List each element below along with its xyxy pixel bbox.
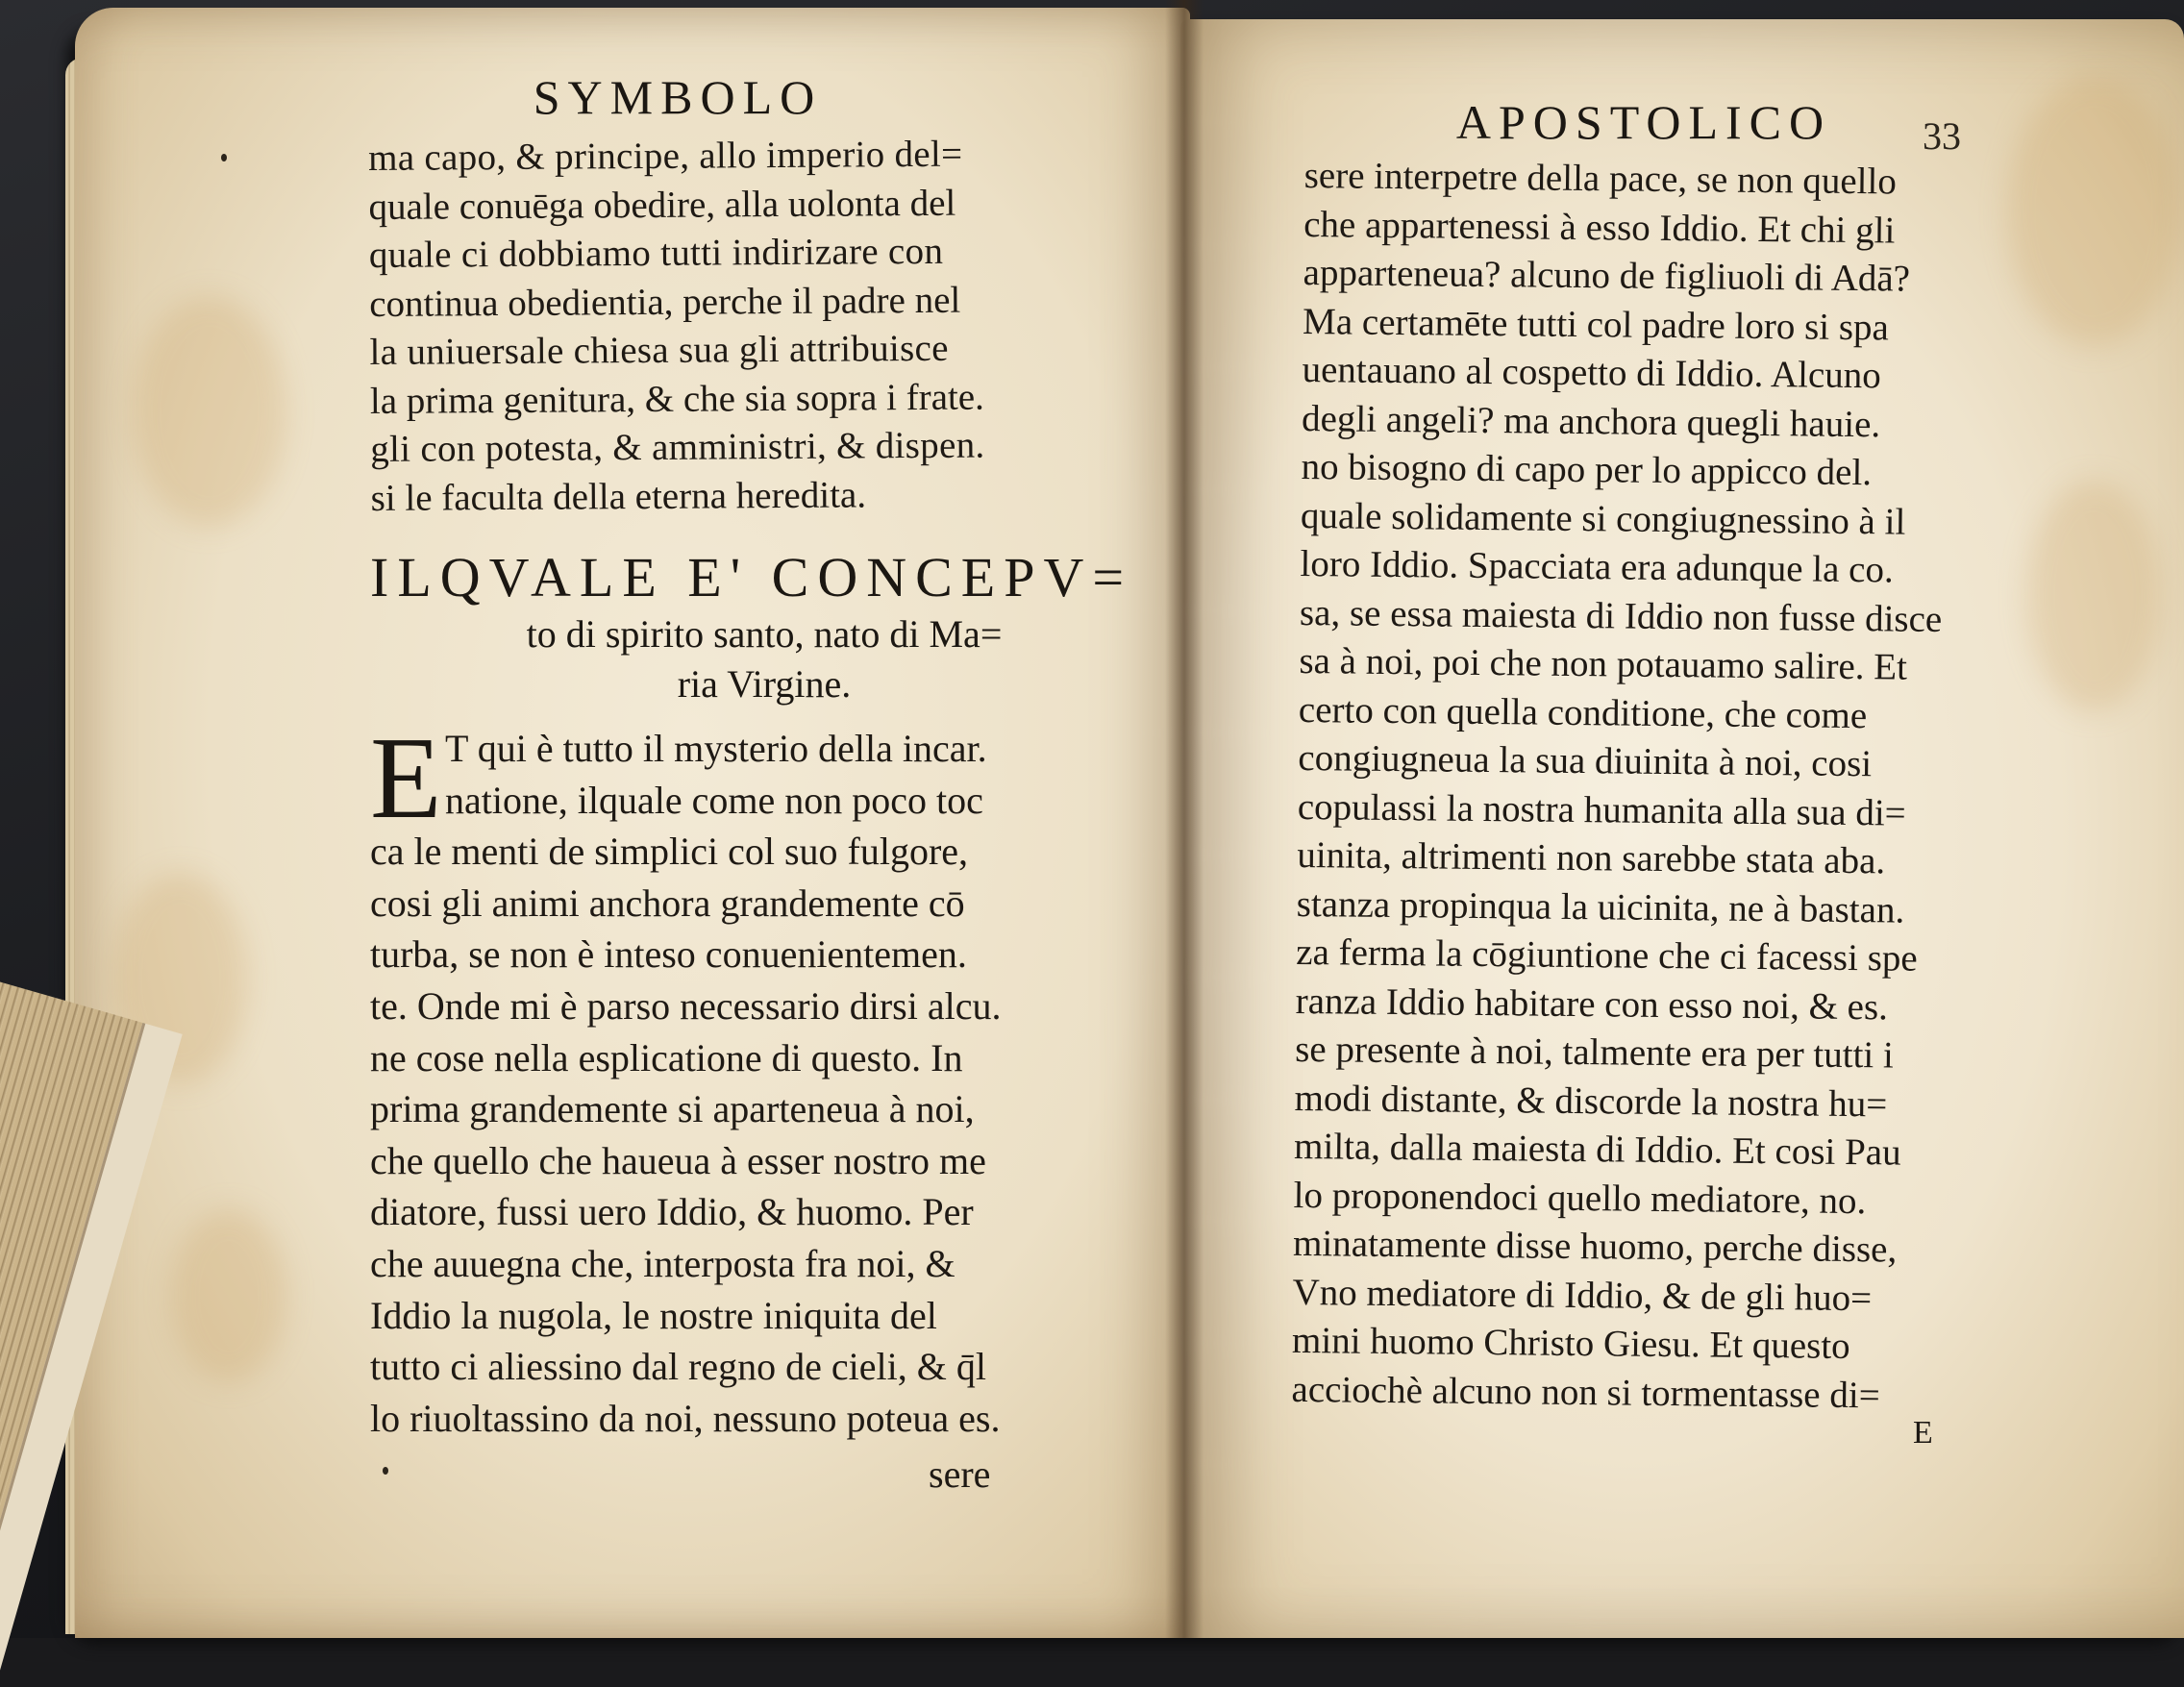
right-running-head: APOSTOLICO [1455, 95, 1832, 149]
text-line: copulassi la nostra humanita alla sua di= [1297, 785, 1906, 834]
text-line: minatamente disse huomo, perche disse, [1292, 1222, 1898, 1271]
text-line: diatore, fussi uero Iddio, & huomo. Per [370, 1190, 974, 1234]
foxing-stain [133, 296, 286, 527]
foxing-stain [171, 1209, 286, 1382]
text-line: uentauano al cospetto di Iddio. Alcuno [1302, 348, 1882, 397]
text-line: sa à noi, poi che non potauamo salire. Et [1299, 639, 1908, 688]
book-gutter [1165, 0, 1204, 1638]
section-subtitle-line: to di spirito santo, nato di Ma= [526, 612, 1003, 656]
text-line: milta, dalla maiesta di Iddio. Et cosi Pau [1293, 1125, 1901, 1174]
text-line: stanza propinqua la uicinita, ne à bastan. [1296, 882, 1905, 931]
text-line: za ferma la cōgiuntione che ci facessi spe [1296, 930, 1918, 980]
text-line: la prima genitura, & che sia sopra i frate. [369, 376, 984, 422]
text-line: turba, se non è inteso conuenientemen. [370, 932, 967, 977]
text-line: che auuegna che, interposta fra noi, & [370, 1241, 956, 1285]
text-line: sere interpetre della pace, se non quello [1303, 154, 1898, 203]
text-line: modi distante, & discorde la nostra hu= [1294, 1077, 1888, 1125]
text-line: che appartenessi à esso Iddio. Et chi gli [1303, 203, 1896, 251]
left-body-text [370, 713, 1002, 1444]
text-line: continua obedientia, perche il padre nel [369, 279, 961, 325]
text-line: se presente à noi, talmente era per tutti i [1294, 1028, 1895, 1077]
text-line: apparteneua? alcuno de figliuoli di Adā? [1303, 251, 1911, 300]
text-line: lo riuoltassino da noi, nessuno poteua es. [370, 1396, 1001, 1440]
text-line: prima grandemente si aparteneua à noi, [370, 1087, 975, 1131]
text-line: gli con potesta, & amministri, & dispen. [370, 424, 985, 470]
section-subtitle-line: ria Virgine. [677, 662, 852, 706]
text-line: tutto ci aliessino dal regno de cieli, & q̄l [370, 1345, 986, 1389]
text-line: che quello che haueua à esser nostro me [370, 1138, 986, 1182]
left-running-head: SYMBOLO [533, 70, 823, 124]
section-title: ILQVALE E' CONCEPV= [370, 546, 1133, 608]
text-line: degli angeli? ma anchora quegli hauie. [1301, 397, 1881, 445]
text-line: ne cose nella esplicatione di questo. In [370, 1035, 963, 1079]
foxing-stain [2026, 481, 2161, 711]
text-line: uinita, altrimenti non sarebbe stata aba. [1297, 833, 1886, 882]
text-line: quale ci dobbiamo tutti indirizare con [368, 230, 944, 276]
text-line: Iddio la nugola, le nostre iniquita del [370, 1293, 937, 1337]
text-line: quale solidamente si congiugnessino à il [1300, 494, 1906, 543]
text-line: lo proponendoci quello mediatore, no. [1293, 1174, 1867, 1222]
catchword: sere [929, 1452, 991, 1496]
signature-mark: E [1913, 1415, 1933, 1451]
text-line: si le faculta della eterna heredita. [370, 473, 867, 519]
text-line: certo con quella conditione, che come [1298, 688, 1868, 736]
drop-cap: E [370, 713, 442, 843]
text-line: sa, se essa maiesta di Iddio non fusse disce [1299, 591, 1943, 640]
foxing-stain [2007, 77, 2180, 346]
text-line: acciochè alcuno non si tormentasse di= [1291, 1368, 1880, 1416]
text-line: la uniuersale chiesa sua gli attribuisce [369, 327, 949, 373]
left-top-text [368, 131, 985, 523]
margin-mark [383, 1467, 388, 1475]
right-body-text [1291, 152, 1947, 1421]
folio-number: 33 [1923, 114, 1961, 158]
text-line: cosi gli animi anchora grandemente cō [370, 881, 965, 925]
text-line: te. Onde mi è parso necessario dirsi alcu. [370, 983, 1002, 1028]
text-line: loro Iddio. Spacciata era adunque la co. [1300, 542, 1894, 591]
text-line: no bisogno di capo per lo appicco del. [1301, 445, 1873, 494]
text-line: ca le menti de simplici col suo fulgore, [370, 830, 969, 874]
margin-mark [221, 154, 227, 161]
text-line: Ma certamēte tutti col padre loro si spa [1302, 300, 1890, 348]
text-line: Vno mediatore di Iddio, & de gli huo= [1292, 1271, 1873, 1319]
text-line: ma capo, & principe, allo imperio del= [368, 133, 963, 179]
text-line: quale conuēga obedire, alla uolonta del [368, 182, 956, 228]
section-heading [370, 546, 1132, 709]
text-line: natione, ilquale come non poco toc [445, 778, 983, 822]
text-line: mini huomo Christo Giesu. Et questo [1291, 1319, 1850, 1368]
text-line: T qui è tutto il mysterio della incar. [445, 727, 987, 770]
text-line: congiugneua la sua diuinita à noi, cosi [1298, 736, 1873, 785]
text-line: ranza Iddio habitare con esso noi, & es. [1295, 980, 1889, 1028]
